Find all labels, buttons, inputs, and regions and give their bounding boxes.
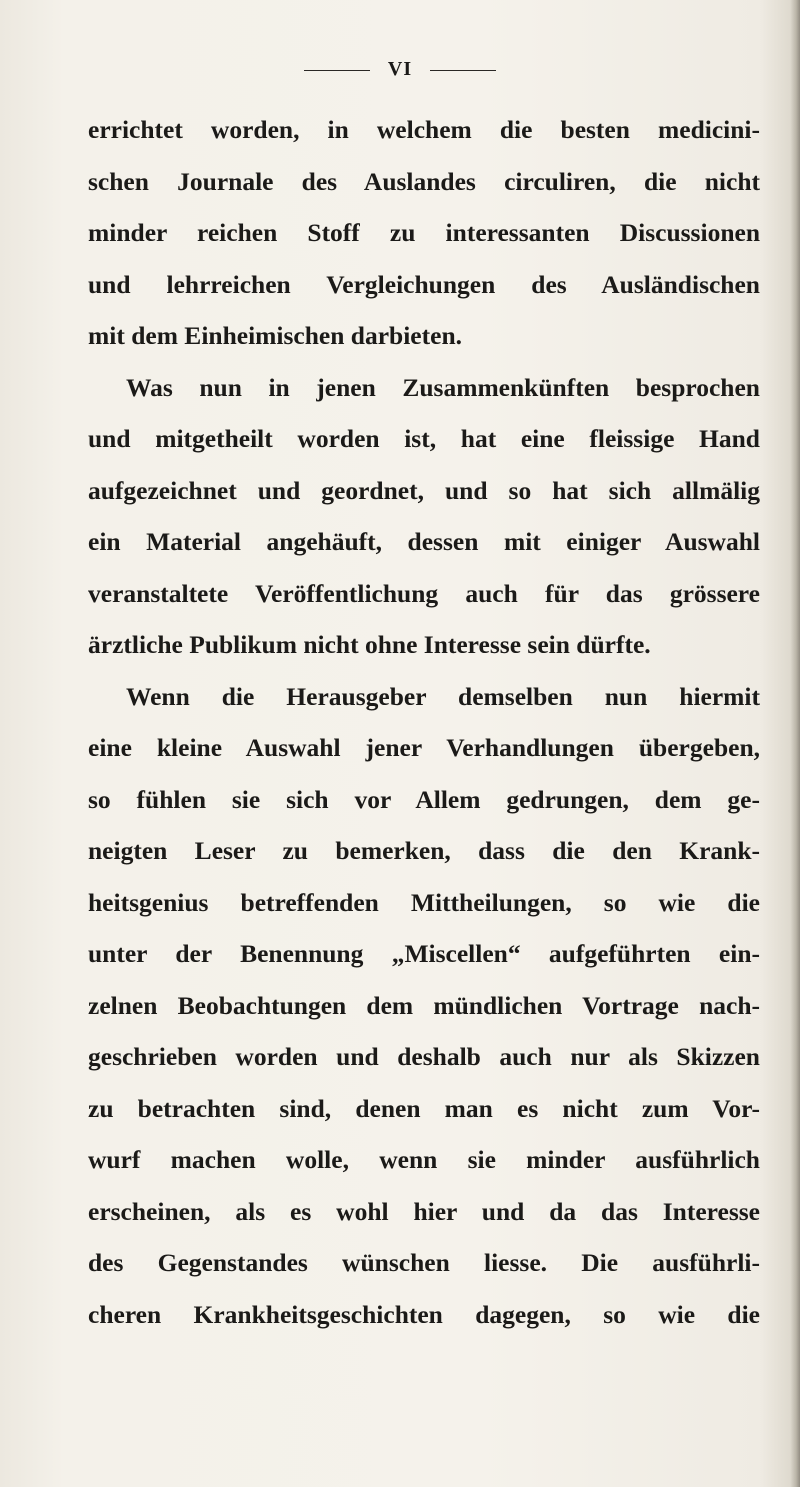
text-line: erscheinen, als es wohl hier und da das Interesse [88,1196,760,1226]
text-line: zelnen Beobachtungen dem mündlichen Vortrage nach- [88,990,760,1020]
text-line: und lehrreichen Vergleichungen des Ausländischen [88,269,760,299]
text-line: errichtet worden, in welchem die besten medicini- [88,115,760,144]
text-line: ein Material angehäuft, dessen mit einiger Auswahl [88,527,760,556]
text-line: zu betrachten sind, denen man es nicht zum Vor- [88,1093,760,1123]
text-line: geschrieben worden und deshalb auch nur als Skizzen [88,1042,760,1071]
header-rule-right [430,70,496,71]
text-line: wurf machen wolle, wenn sie minder ausführlich [88,1145,760,1174]
text-line: cheren Krankheitsgeschichten dagegen, so wie die [88,1299,760,1329]
text-line: ärztliche Publikum nicht ohne Interesse sein dürfte. [88,630,651,659]
text-line: schen Journale des Auslandes circuliren, die nicht [88,166,760,196]
header-rule-left [304,70,370,71]
text-line: so fühlen sie sich vor Allem gedrungen, dem ge- [88,784,760,814]
text-line: unter der Benennung „Miscellen“ aufgeführten ein- [88,939,760,968]
page-header [0,58,800,81]
text-line: minder reichen Stoff zu interessanten Discussionen [88,218,760,247]
page-edge-shadow [790,0,800,1487]
body-text [88,104,760,1340]
text-line: und mitgetheilt worden ist, hat eine fleissige Hand [88,424,760,453]
text-line: Wenn die Herausgeber demselben nun hiermit [126,681,760,711]
text-line: Was nun in jenen Zusammenkünften besprochen [126,372,760,402]
text-line: des Gegenstandes wünschen liesse. Die ausführli- [88,1248,760,1277]
text-line: neigten Leser zu bemerken, dass die den Krank- [88,836,760,865]
text-line: heitsgenius betreffenden Mittheilungen, so wie die [88,887,760,917]
page-number: VI [387,58,413,80]
text-line: aufgezeichnet und geordnet, und so hat sich allmälig [88,475,760,505]
text-line: eine kleine Auswahl jener Verhandlungen übergeben, [88,733,760,762]
text-line: veranstaltete Veröffentlichung auch für das grössere [88,578,760,608]
text-line: mit dem Einheimischen darbieten. [88,321,462,350]
